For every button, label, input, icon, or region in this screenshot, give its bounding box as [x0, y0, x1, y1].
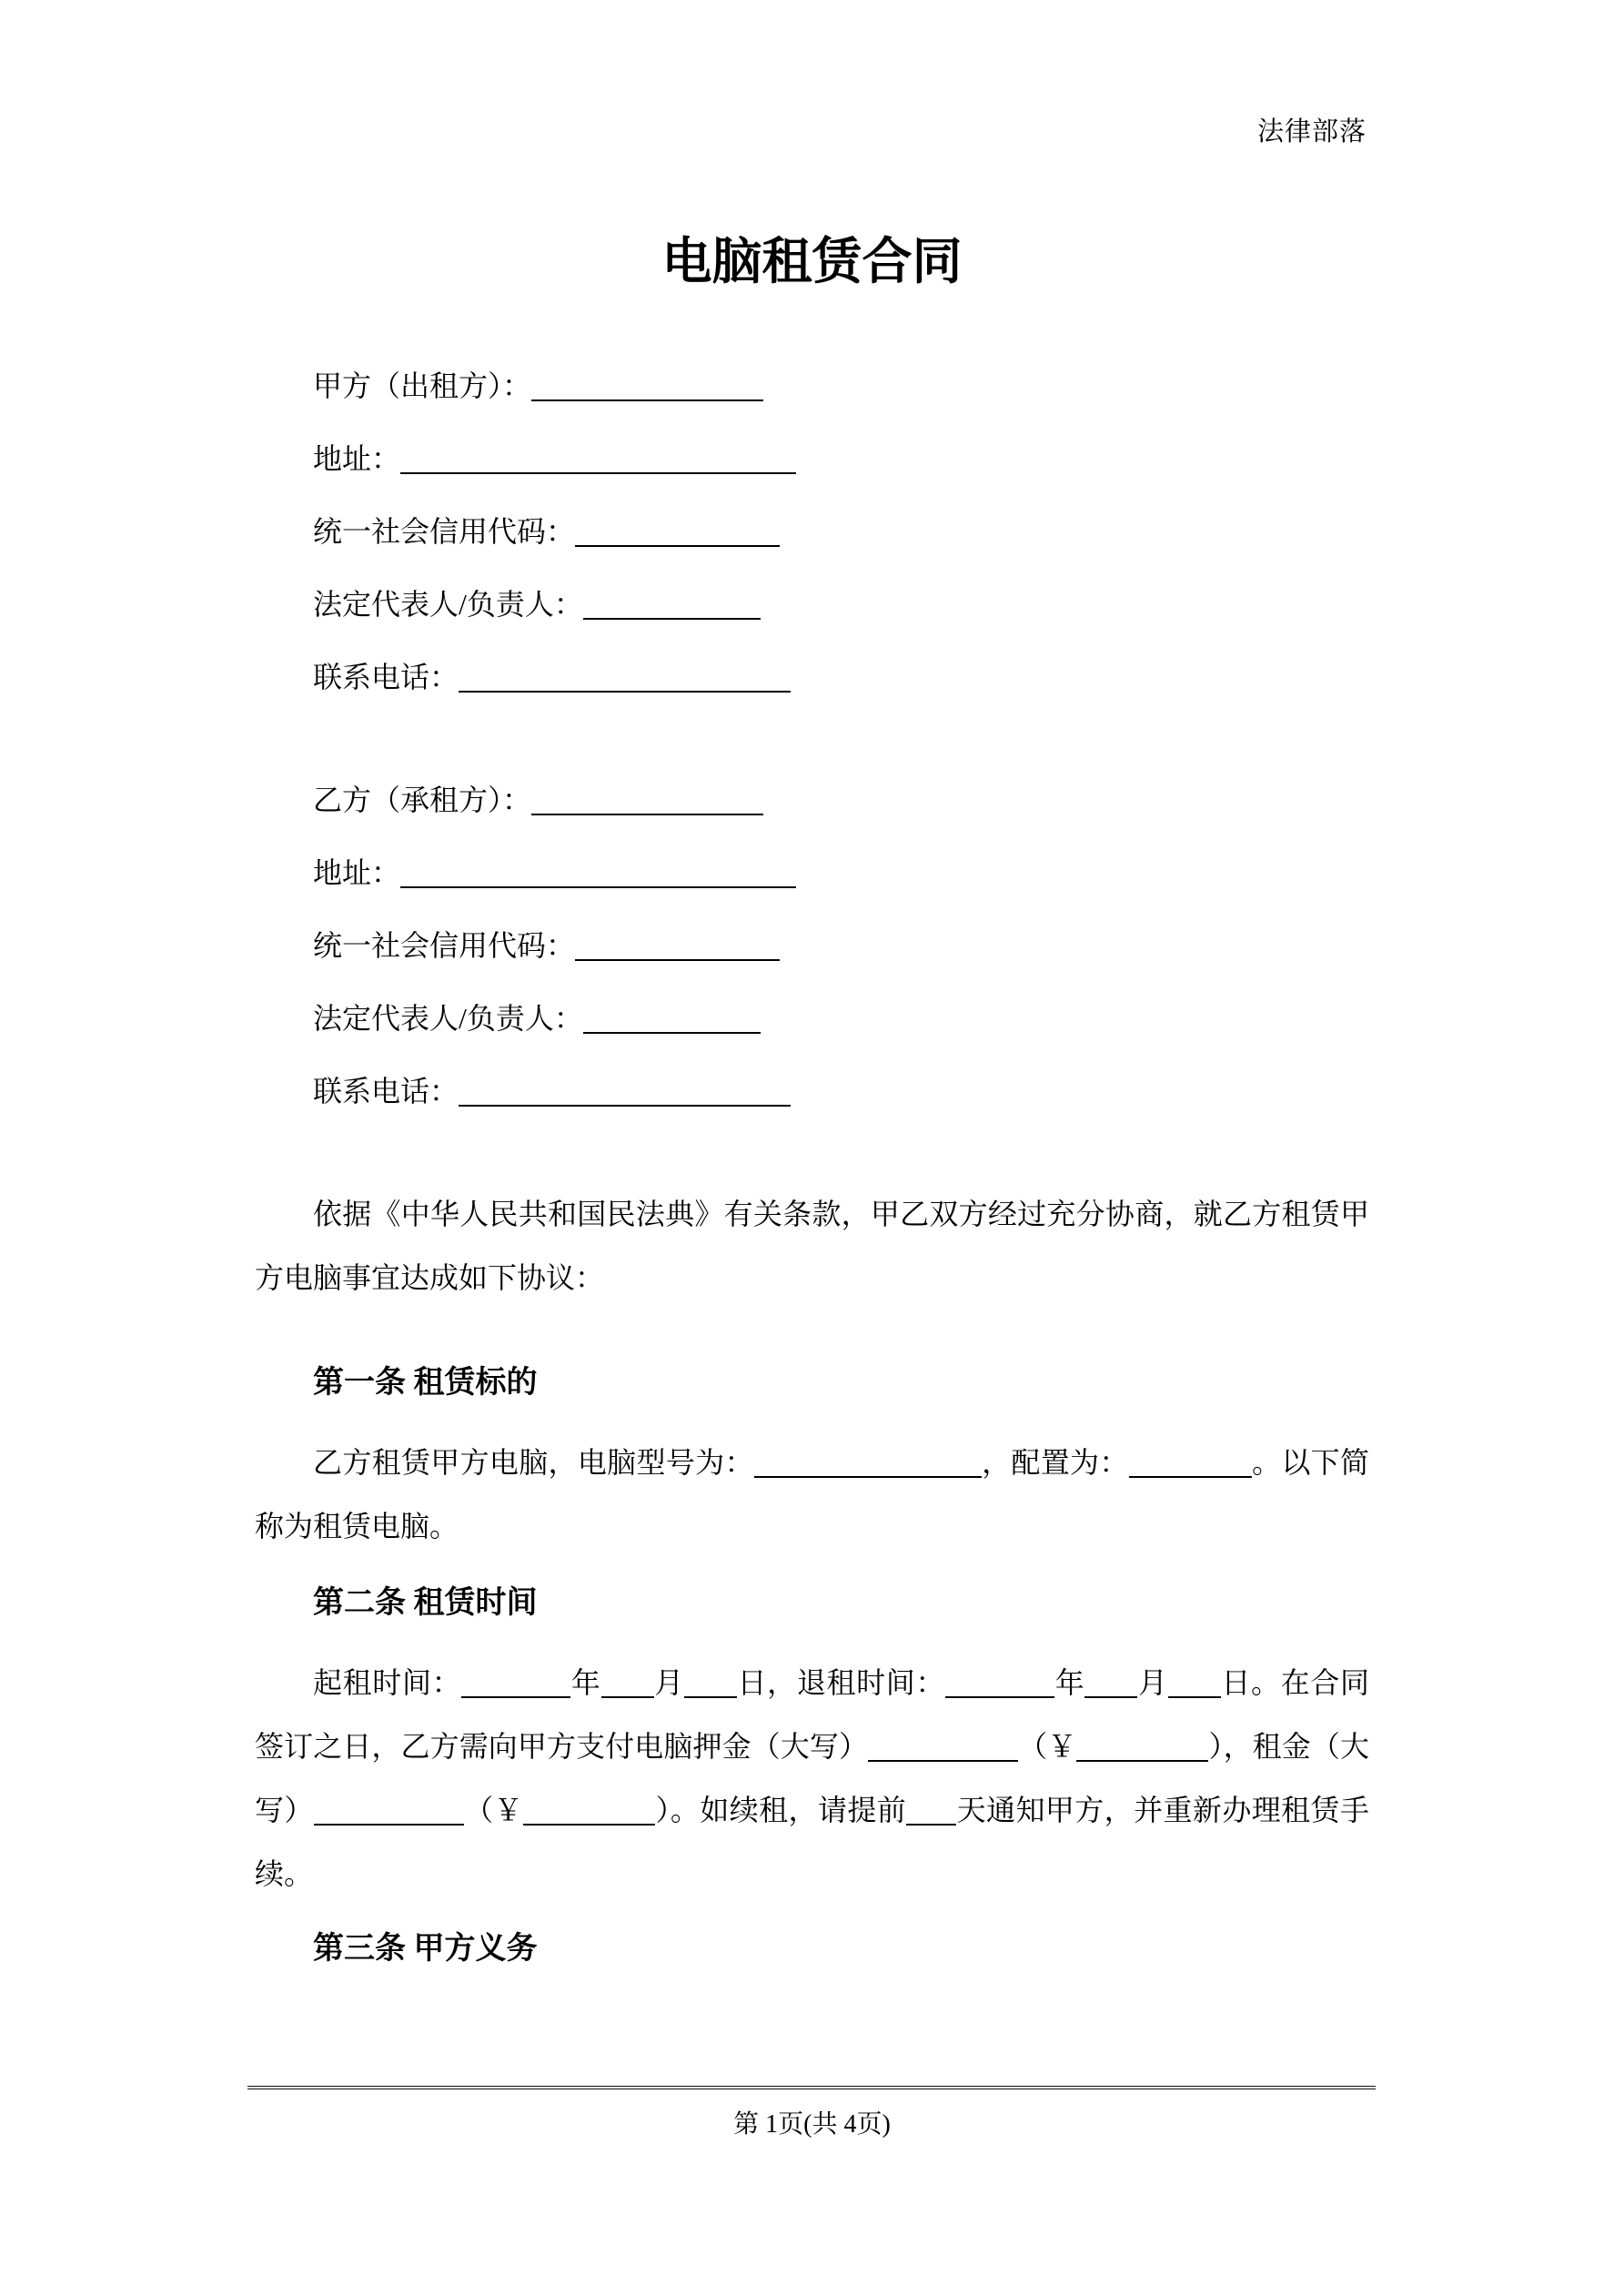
party-a-phone-line: 联系电话： — [255, 641, 1369, 713]
article-1-paragraph: 乙方租赁甲方电脑，电脑型号为： ，配置为： 。以下简称为租赁电脑。 — [255, 1446, 1369, 1542]
blank-field — [400, 886, 796, 888]
blank-field — [575, 959, 780, 961]
article-3-heading: 第三条 甲方义务 — [313, 1932, 538, 1966]
blank-field — [583, 618, 761, 620]
blank-field — [906, 1824, 956, 1826]
blank-field — [1168, 1696, 1221, 1698]
party-a-credit-code-line: 统一社会信用代码： — [255, 495, 1369, 568]
party-a-name-line: 甲方（出租方）： — [255, 349, 1369, 422]
article-1-heading: 第一条 租赁标的 — [313, 1366, 538, 1400]
page-number: 第 1页(共 4页) — [733, 2110, 891, 2139]
blank-field — [1084, 1696, 1137, 1698]
blank-field — [945, 1696, 1054, 1698]
blank-field — [461, 1696, 570, 1698]
blank-field — [601, 1696, 654, 1698]
blank-field — [684, 1696, 737, 1698]
blank-field — [1076, 1760, 1208, 1762]
blank-field — [314, 1824, 464, 1826]
blank-field — [459, 691, 791, 693]
article-2-paragraph: 起租时间： 年 月 日，退租时间： 年 月 日。在合同签订之日，乙方需向甲方支付电脑押金（大写） （￥ ），租金（大写） （￥ ）。如续租，请提前 天通知甲方，并重新办理租赁手续。 — [255, 1666, 1369, 1890]
blank-field — [1129, 1476, 1252, 1478]
party-b-credit-code-line: 统一社会信用代码： — [255, 909, 1369, 982]
blank-field — [583, 1032, 761, 1034]
watermark-brand: 法律部落 — [1256, 117, 1367, 147]
party-b-block — [255, 764, 1369, 1128]
blank-field — [868, 1760, 1018, 1762]
blank-field — [531, 400, 763, 401]
party-b-address-line: 地址： — [255, 836, 1369, 909]
footer-divider — [247, 2086, 1376, 2089]
article-2-heading: 第二条 租赁时间 — [313, 1586, 538, 1620]
party-b-phone-line: 联系电话： — [255, 1055, 1369, 1128]
blank-field — [575, 545, 780, 547]
party-a-legal-rep-line: 法定代表人/负责人： — [255, 568, 1369, 641]
intro-paragraph: 依据《中华人民共和国民法典》有关条款，甲乙双方经过充分协商，就乙方租赁甲方电脑事宜达成如下协议： — [255, 1198, 1369, 1294]
party-a-address-line: 地址： — [255, 422, 1369, 495]
blank-field — [400, 472, 796, 474]
blank-field — [531, 814, 763, 815]
party-b-name-line: 乙方（承租方）： — [255, 764, 1369, 836]
party-a-block — [255, 349, 1369, 713]
document-title: 电脑租赁合同 — [661, 234, 963, 289]
blank-field — [459, 1105, 791, 1107]
blank-field — [523, 1824, 655, 1826]
blank-field — [754, 1476, 982, 1478]
party-b-legal-rep-line: 法定代表人/负责人： — [255, 982, 1369, 1055]
